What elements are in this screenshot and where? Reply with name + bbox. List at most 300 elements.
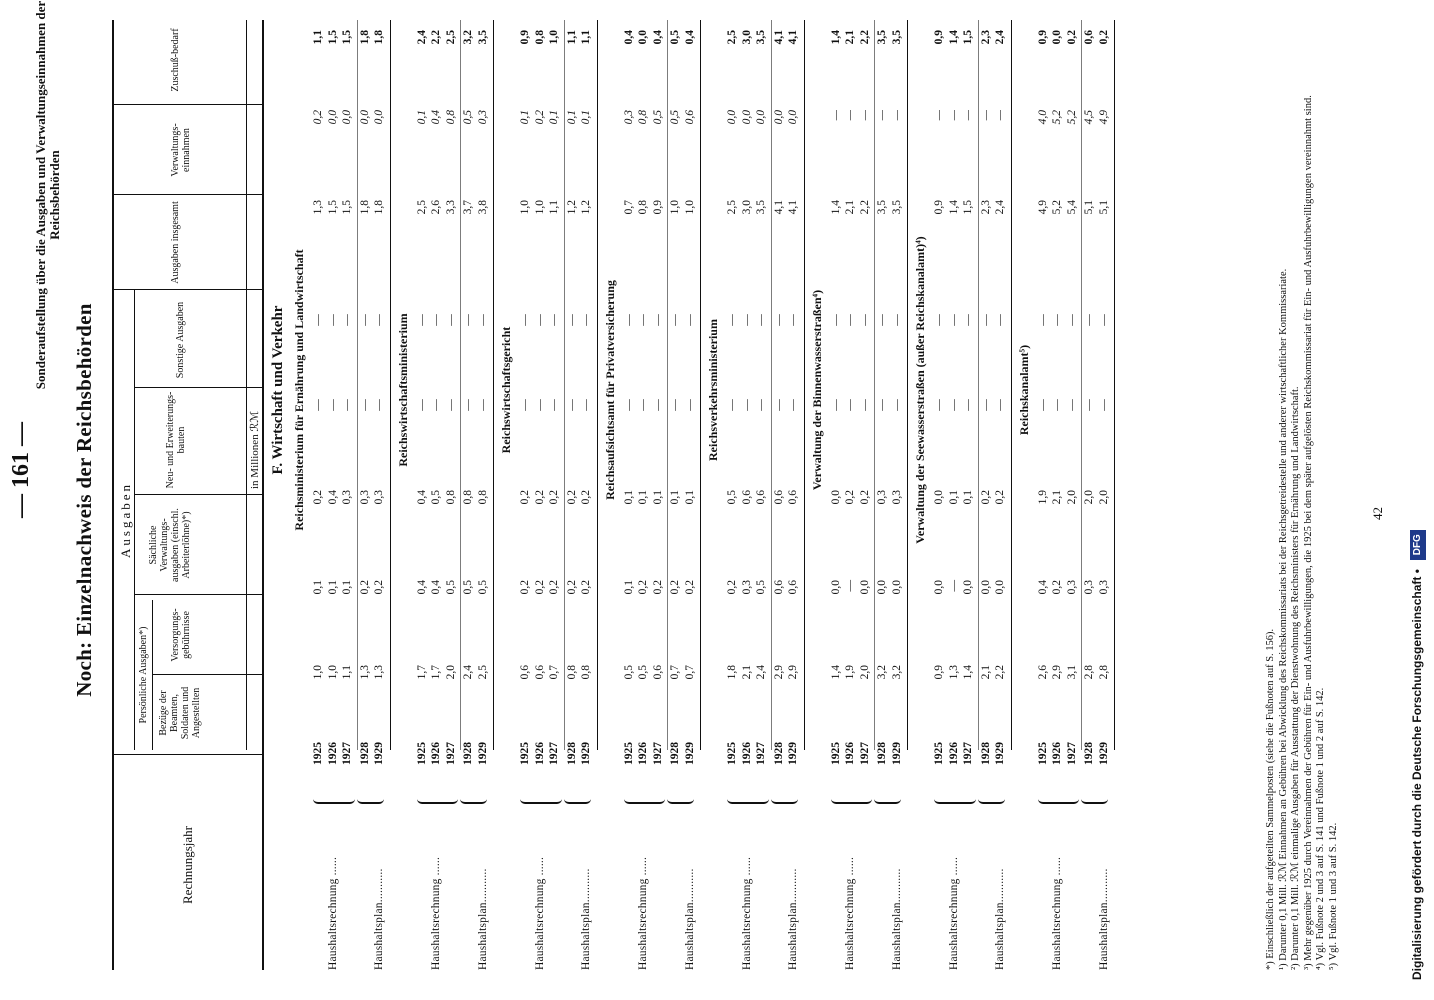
value-cell: — bbox=[1065, 314, 1078, 326]
value-cell: 0,6 bbox=[787, 580, 799, 595]
value-cell: — bbox=[326, 314, 339, 326]
section-title: Verwaltung der Seewasserstraßen (außer Reichskanalamt)⁴) bbox=[913, 236, 927, 544]
row-label: Haushaltsrechnung ...... bbox=[947, 856, 960, 970]
value-cell: 3,3 bbox=[444, 200, 457, 215]
value-cell: 0,8 bbox=[462, 490, 474, 505]
value-cell: 0,4 bbox=[622, 30, 635, 45]
table-row bbox=[755, 20, 769, 970]
year-cell: 1929 bbox=[787, 742, 799, 765]
value-cell: 1,0 bbox=[326, 665, 339, 680]
value-cell: — bbox=[533, 314, 546, 326]
value-cell: 2,5 bbox=[726, 30, 738, 45]
value-cell: — bbox=[548, 399, 560, 411]
value-cell: — bbox=[858, 399, 871, 411]
footnote: ³) Mehr gegenüber 1925 durch Vereinnahmen der Gebühren für Ein- und Ausfuhrbewilligungen, die 1925 bei dem später aufgelösten Reichskommissariat für Ein- und Ausfuhrbewilligungen vereinnahmt sind. bbox=[1302, 95, 1314, 970]
value-cell: 0,1 bbox=[341, 580, 353, 595]
year-cell: 1927 bbox=[444, 742, 457, 765]
value-cell: 0,9 bbox=[933, 200, 945, 215]
value-cell: 0,6 bbox=[519, 665, 531, 680]
running-header: Sonderaufstellung über die Ausgaben und Verwaltungseinnahmen der Reichsbehörden bbox=[33, 0, 62, 390]
value-cell: — bbox=[565, 399, 578, 411]
value-cell: 1,3 bbox=[947, 665, 960, 680]
value-cell: — bbox=[979, 110, 992, 121]
table-row bbox=[726, 20, 740, 970]
row-label: Haushaltsplan........... bbox=[1097, 868, 1110, 970]
value-cell: 0,2 bbox=[683, 580, 696, 595]
section-title: Reichskanalamt⁵) bbox=[1016, 344, 1031, 436]
value-cell: — bbox=[726, 314, 738, 326]
header-sonstige: Sonstige Ausgaben bbox=[175, 301, 186, 379]
value-cell: 0,7 bbox=[669, 665, 681, 680]
value-cell: 3,1 bbox=[1065, 665, 1078, 680]
value-cell: 2,1 bbox=[1051, 490, 1063, 505]
value-cell: 3,5 bbox=[755, 200, 767, 215]
value-cell: — bbox=[876, 314, 888, 326]
value-cell: 0,9 bbox=[933, 30, 945, 45]
value-cell: 0,2 bbox=[1051, 580, 1063, 595]
value-cell: — bbox=[994, 399, 1006, 411]
value-cell: 0,3 bbox=[1097, 580, 1110, 595]
value-cell: 1,0 bbox=[533, 200, 546, 215]
value-cell: — bbox=[829, 314, 842, 326]
value-cell: 0,5 bbox=[637, 665, 649, 680]
table-row bbox=[637, 20, 651, 970]
row-label: Haushaltsplan........... bbox=[683, 868, 696, 970]
value-cell: 0,4 bbox=[430, 110, 442, 125]
section-separator bbox=[390, 20, 391, 750]
value-cell: 0,5 bbox=[669, 110, 681, 125]
value-cell: — bbox=[1065, 399, 1078, 411]
value-cell: 3,5 bbox=[890, 200, 903, 215]
row-label: Haushaltsrechnung ...... bbox=[533, 856, 546, 970]
value-cell: 2,4 bbox=[755, 665, 767, 680]
year-cell: 1926 bbox=[637, 742, 649, 765]
value-cell: 0,8 bbox=[637, 200, 649, 215]
year-cell: 1928 bbox=[565, 742, 578, 765]
value-cell: 1,2 bbox=[580, 200, 592, 215]
value-cell: 1,5 bbox=[341, 200, 353, 215]
value-cell: 1,1 bbox=[580, 30, 592, 45]
value-cell: 0,3 bbox=[622, 110, 635, 125]
table-row bbox=[416, 20, 430, 970]
value-cell: 5,2 bbox=[1065, 110, 1078, 125]
value-cell: — bbox=[858, 314, 871, 326]
value-cell: 1,8 bbox=[358, 200, 371, 215]
value-cell: 2,4 bbox=[462, 665, 474, 680]
value-cell: — bbox=[358, 399, 371, 411]
section-title: Reichswirtschaftsministerium bbox=[395, 313, 410, 467]
group-separator bbox=[874, 20, 875, 750]
value-cell: 0,0 bbox=[637, 30, 649, 45]
value-cell: — bbox=[787, 399, 799, 411]
value-cell: — bbox=[890, 399, 903, 411]
year-cell: 1928 bbox=[358, 742, 371, 765]
year-cell: 1928 bbox=[669, 742, 681, 765]
value-cell: 0,8 bbox=[565, 665, 578, 680]
value-cell: 0,7 bbox=[683, 665, 696, 680]
table-row bbox=[1098, 20, 1112, 970]
value-cell: — bbox=[683, 314, 696, 326]
group-separator bbox=[357, 20, 358, 750]
value-cell: 1,5 bbox=[341, 30, 353, 45]
value-cell: — bbox=[829, 110, 842, 121]
value-cell: — bbox=[947, 314, 960, 326]
table-row bbox=[566, 20, 580, 970]
value-cell: — bbox=[844, 580, 856, 592]
year-cell: 1928 bbox=[979, 742, 992, 765]
value-cell: 0,0 bbox=[740, 110, 753, 125]
value-cell: 4,1 bbox=[772, 30, 785, 45]
section-separator bbox=[1011, 20, 1012, 750]
table-row bbox=[980, 20, 994, 970]
table-row bbox=[1037, 20, 1051, 970]
table-row bbox=[534, 20, 548, 970]
value-cell: 0,2 bbox=[858, 490, 871, 505]
value-cell: 0,2 bbox=[358, 580, 371, 595]
value-cell: 0,0 bbox=[358, 110, 371, 125]
value-cell: 0,4 bbox=[683, 30, 696, 45]
value-cell: 0,2 bbox=[1065, 30, 1078, 45]
year-cell: 1929 bbox=[683, 742, 696, 765]
value-cell: — bbox=[430, 399, 442, 411]
table-row bbox=[1083, 20, 1097, 970]
unit-label: in Millionen ℛℳ bbox=[249, 411, 261, 489]
value-cell: 0,2 bbox=[726, 580, 738, 595]
value-cell: 0,6 bbox=[772, 490, 785, 505]
value-cell: — bbox=[430, 314, 442, 326]
value-cell: 2,2 bbox=[858, 200, 871, 215]
value-cell: 5,2 bbox=[1051, 200, 1063, 215]
value-cell: — bbox=[519, 314, 531, 326]
value-cell: 2,6 bbox=[1036, 665, 1049, 680]
header-versorgung: Versorgungs-gebührnisse bbox=[170, 608, 192, 662]
value-cell: — bbox=[1097, 399, 1110, 411]
value-cell: 0,6 bbox=[740, 490, 753, 505]
value-cell: 0,6 bbox=[772, 580, 785, 595]
value-cell: 3,5 bbox=[876, 200, 888, 215]
value-cell: — bbox=[1083, 399, 1095, 411]
value-cell: 1,3 bbox=[373, 665, 385, 680]
value-cell: — bbox=[312, 399, 324, 411]
value-cell: 1,8 bbox=[726, 665, 738, 680]
value-cell: 0,0 bbox=[933, 580, 945, 595]
value-cell: 0,3 bbox=[876, 490, 888, 505]
value-cell: — bbox=[1097, 314, 1110, 326]
table-row bbox=[741, 20, 755, 970]
value-cell: 1,0 bbox=[548, 30, 560, 45]
footnote: ¹) Darunter 0,1 Mill. ℛℳ Einnahmen an Gebühren bei Abwicklung des Reichskommissariats bei der Reichsgetreidestelle und anderer wirtschaftlicher Kommissariate. bbox=[1277, 268, 1289, 970]
value-cell: 5,1 bbox=[1083, 200, 1095, 215]
value-cell: 4,1 bbox=[787, 30, 799, 45]
year-cell: 1929 bbox=[476, 742, 489, 765]
value-cell: — bbox=[341, 399, 353, 411]
header-insgesamt: Ausgaben insgesamt bbox=[170, 201, 181, 284]
value-cell: 2,3 bbox=[979, 200, 992, 215]
table-row bbox=[859, 20, 873, 970]
value-cell: 0,4 bbox=[415, 490, 428, 505]
value-cell: — bbox=[462, 399, 474, 411]
value-cell: 1,5 bbox=[326, 200, 339, 215]
table-row bbox=[669, 20, 683, 970]
value-cell: — bbox=[994, 314, 1006, 326]
page-number: — 161 — bbox=[8, 422, 34, 518]
value-cell: 0,0 bbox=[829, 580, 842, 595]
value-cell: 2,5 bbox=[476, 665, 489, 680]
value-cell: — bbox=[1051, 399, 1063, 411]
footnote: ²) Darunter 0,1 Mill. ℛℳ einmalige Ausgaben für Ausstattung der Dienstwohnung des Reichsministers für Ernährung und Landwirtschaft. bbox=[1290, 386, 1301, 970]
value-cell: 0,4 bbox=[415, 580, 428, 595]
group-separator bbox=[460, 20, 461, 750]
value-cell: — bbox=[326, 399, 339, 411]
value-cell: 0,5 bbox=[726, 490, 738, 505]
table-row bbox=[948, 20, 962, 970]
value-cell: — bbox=[876, 399, 888, 411]
value-cell: — bbox=[444, 314, 457, 326]
table-row bbox=[787, 20, 801, 970]
year-cell: 1928 bbox=[772, 742, 785, 765]
value-cell: — bbox=[373, 314, 385, 326]
value-cell: 0,1 bbox=[580, 110, 592, 125]
dfg-logo: DFG bbox=[1410, 530, 1426, 560]
value-cell: 2,8 bbox=[1083, 665, 1095, 680]
value-cell: 0,5 bbox=[622, 665, 635, 680]
value-cell: 3,0 bbox=[740, 30, 753, 45]
year-cell: 1927 bbox=[548, 742, 560, 765]
value-cell: 0,4 bbox=[1036, 580, 1049, 595]
value-cell: 0,8 bbox=[444, 110, 457, 125]
value-cell: 3,5 bbox=[755, 30, 767, 45]
value-cell: — bbox=[476, 399, 489, 411]
value-cell: — bbox=[580, 314, 592, 326]
row-label: Haushaltsrechnung ...... bbox=[637, 856, 649, 970]
table-row bbox=[519, 20, 533, 970]
year-cell: 1928 bbox=[1083, 742, 1095, 765]
table-row bbox=[359, 20, 373, 970]
value-cell: 0,2 bbox=[565, 580, 578, 595]
year-cell: 1926 bbox=[326, 742, 339, 765]
value-cell: 0,5 bbox=[462, 110, 474, 125]
value-cell: 0,2 bbox=[1097, 30, 1110, 45]
value-cell: 2,8 bbox=[1097, 665, 1110, 680]
table-row bbox=[962, 20, 976, 970]
table-row bbox=[327, 20, 341, 970]
value-cell: 0,0 bbox=[326, 110, 339, 125]
value-cell: 1,8 bbox=[358, 30, 371, 45]
table-row bbox=[652, 20, 666, 970]
value-cell: 0,3 bbox=[341, 490, 353, 505]
value-cell: 4,1 bbox=[787, 200, 799, 215]
value-cell: — bbox=[580, 399, 592, 411]
value-cell: 5,1 bbox=[1097, 200, 1110, 215]
row-label: Haushaltsplan........... bbox=[580, 868, 592, 970]
table-row bbox=[312, 20, 326, 970]
value-cell: 0,0 bbox=[890, 580, 903, 595]
header-neubauten: Neu- und Erweiterungs-bauten bbox=[165, 391, 187, 489]
year-cell: 1927 bbox=[858, 742, 871, 765]
value-cell: — bbox=[519, 399, 531, 411]
table-row bbox=[773, 20, 787, 970]
value-cell: 0,5 bbox=[444, 580, 457, 595]
footnote: ⁵) Vgl. Fußnote 1 und 3 auf S. 142. bbox=[1327, 822, 1339, 970]
section-title: Reichsaufsichtsamt für Privatversicherung bbox=[602, 280, 617, 500]
value-cell: 0,2 bbox=[994, 490, 1006, 505]
value-cell: 1,5 bbox=[962, 30, 974, 45]
value-cell: 2,5 bbox=[415, 200, 428, 215]
year-cell: 1929 bbox=[373, 742, 385, 765]
value-cell: 2,1 bbox=[740, 665, 753, 680]
year-cell: 1925 bbox=[622, 742, 635, 765]
value-cell: 0,0 bbox=[876, 580, 888, 595]
header-rechnungsjahr: Rechnungsjahr bbox=[180, 826, 195, 904]
year-cell: 1928 bbox=[876, 742, 888, 765]
table-row bbox=[548, 20, 562, 970]
value-cell: 0,3 bbox=[1083, 580, 1095, 595]
value-cell: 0,2 bbox=[533, 110, 546, 125]
table-row bbox=[830, 20, 844, 970]
value-cell: — bbox=[444, 399, 457, 411]
table-row bbox=[891, 20, 905, 970]
value-cell: 1,4 bbox=[829, 665, 842, 680]
value-cell: 0,6 bbox=[651, 665, 664, 680]
value-cell: 0,4 bbox=[430, 580, 442, 595]
year-cell: 1925 bbox=[519, 742, 531, 765]
row-label: Haushaltsplan........... bbox=[890, 868, 903, 970]
value-cell: 3,7 bbox=[462, 200, 474, 215]
value-cell: 0,2 bbox=[669, 580, 681, 595]
value-cell: 1,0 bbox=[683, 200, 696, 215]
row-label: Haushaltsplan........... bbox=[994, 868, 1006, 970]
value-cell: 0,0 bbox=[962, 580, 974, 595]
row-label: Haushaltsrechnung ...... bbox=[740, 856, 753, 970]
footnote: *) Einschließlich der aufgeteilten Sammelposten (siehe die Fußnoten auf S. 156). bbox=[1265, 628, 1276, 970]
row-label: Haushaltsplan........... bbox=[476, 868, 489, 970]
value-cell: — bbox=[726, 399, 738, 411]
value-cell: 0,2 bbox=[565, 490, 578, 505]
value-cell: 0,4 bbox=[651, 30, 664, 45]
value-cell: — bbox=[772, 314, 785, 326]
year-cell: 1927 bbox=[755, 742, 767, 765]
value-cell: — bbox=[994, 110, 1006, 121]
row-label: Haushaltsrechnung ...... bbox=[844, 856, 856, 970]
value-cell: 0,3 bbox=[890, 490, 903, 505]
credit-line bbox=[1410, 530, 1426, 980]
value-cell: 0,2 bbox=[533, 490, 546, 505]
value-cell: 0,2 bbox=[519, 580, 531, 595]
value-cell: 1,0 bbox=[519, 200, 531, 215]
value-cell: — bbox=[844, 110, 856, 121]
year-cell: 1929 bbox=[890, 742, 903, 765]
value-cell: — bbox=[979, 399, 992, 411]
table-row bbox=[341, 20, 355, 970]
value-cell: 1,2 bbox=[565, 200, 578, 215]
year-cell: 1927 bbox=[962, 742, 974, 765]
value-cell: 4,9 bbox=[1097, 110, 1110, 125]
value-cell: 0,0 bbox=[726, 110, 738, 125]
value-cell: 0,6 bbox=[755, 490, 767, 505]
value-cell: 0,0 bbox=[979, 580, 992, 595]
year-cell: 1928 bbox=[462, 742, 474, 765]
value-cell: 1,1 bbox=[341, 665, 353, 680]
value-cell: 0,0 bbox=[341, 110, 353, 125]
value-cell: 3,5 bbox=[476, 30, 489, 45]
value-cell: 0,0 bbox=[858, 580, 871, 595]
footer-page-number: 42 bbox=[1370, 507, 1385, 520]
value-cell: 1,4 bbox=[962, 665, 974, 680]
value-cell: 0,0 bbox=[787, 110, 799, 125]
value-cell: 0,9 bbox=[1036, 30, 1049, 45]
value-cell: 0,0 bbox=[373, 110, 385, 125]
value-cell: — bbox=[890, 110, 903, 121]
value-cell: — bbox=[947, 580, 960, 592]
value-cell: 0,2 bbox=[533, 580, 546, 595]
value-cell: 0,8 bbox=[580, 665, 592, 680]
section-separator bbox=[597, 20, 598, 750]
year-cell: 1925 bbox=[726, 742, 738, 765]
value-cell: 2,2 bbox=[858, 30, 871, 45]
value-cell: 0,0 bbox=[772, 110, 785, 125]
value-cell: 0,2 bbox=[312, 490, 324, 505]
value-cell: 1,1 bbox=[565, 30, 578, 45]
year-cell: 1926 bbox=[533, 742, 546, 765]
value-cell: 1,0 bbox=[312, 665, 324, 680]
value-cell: — bbox=[740, 399, 753, 411]
value-cell: — bbox=[962, 110, 974, 121]
value-cell: 0,2 bbox=[637, 580, 649, 595]
value-cell: 3,2 bbox=[462, 30, 474, 45]
value-cell: 4,9 bbox=[1036, 200, 1049, 215]
value-cell: 3,0 bbox=[740, 200, 753, 215]
value-cell: 2,5 bbox=[444, 30, 457, 45]
value-cell: 4,1 bbox=[772, 200, 785, 215]
value-cell: 1,4 bbox=[829, 30, 842, 45]
value-cell: — bbox=[651, 314, 664, 326]
table-row bbox=[430, 20, 444, 970]
year-cell: 1926 bbox=[947, 742, 960, 765]
section-separator bbox=[700, 20, 701, 750]
group-separator bbox=[978, 20, 979, 750]
header-ausgaben: Ausgaben bbox=[118, 482, 133, 558]
value-cell: 0,1 bbox=[415, 110, 428, 125]
value-cell: 1,4 bbox=[947, 30, 960, 45]
year-cell: 1929 bbox=[994, 742, 1006, 765]
value-cell: 0,5 bbox=[651, 110, 664, 125]
value-cell: 2,0 bbox=[858, 665, 871, 680]
value-cell: 2,1 bbox=[979, 665, 992, 680]
table-row bbox=[462, 20, 476, 970]
value-cell: 1,5 bbox=[326, 30, 339, 45]
value-cell: 0,1 bbox=[548, 110, 560, 125]
value-cell: 0,1 bbox=[637, 490, 649, 505]
value-cell: — bbox=[890, 314, 903, 326]
section-separator bbox=[1114, 20, 1115, 750]
value-cell: — bbox=[829, 399, 842, 411]
value-cell: 0,2 bbox=[979, 490, 992, 505]
value-cell: 1,1 bbox=[312, 30, 324, 45]
value-cell: 1,8 bbox=[373, 30, 385, 45]
value-cell: — bbox=[844, 314, 856, 326]
value-cell: — bbox=[373, 399, 385, 411]
value-cell: 0,4 bbox=[326, 490, 339, 505]
value-cell: 2,5 bbox=[726, 200, 738, 215]
value-cell: 0,3 bbox=[740, 580, 753, 595]
value-cell: 0,0 bbox=[829, 490, 842, 505]
table-row bbox=[1066, 20, 1080, 970]
value-cell: 0,9 bbox=[651, 200, 664, 215]
value-cell: 2,9 bbox=[787, 665, 799, 680]
value-cell: 2,2 bbox=[430, 30, 442, 45]
section-separator bbox=[804, 20, 805, 750]
section-title: Reichsministerium für Ernährung und Landwirtschaft bbox=[292, 249, 306, 531]
